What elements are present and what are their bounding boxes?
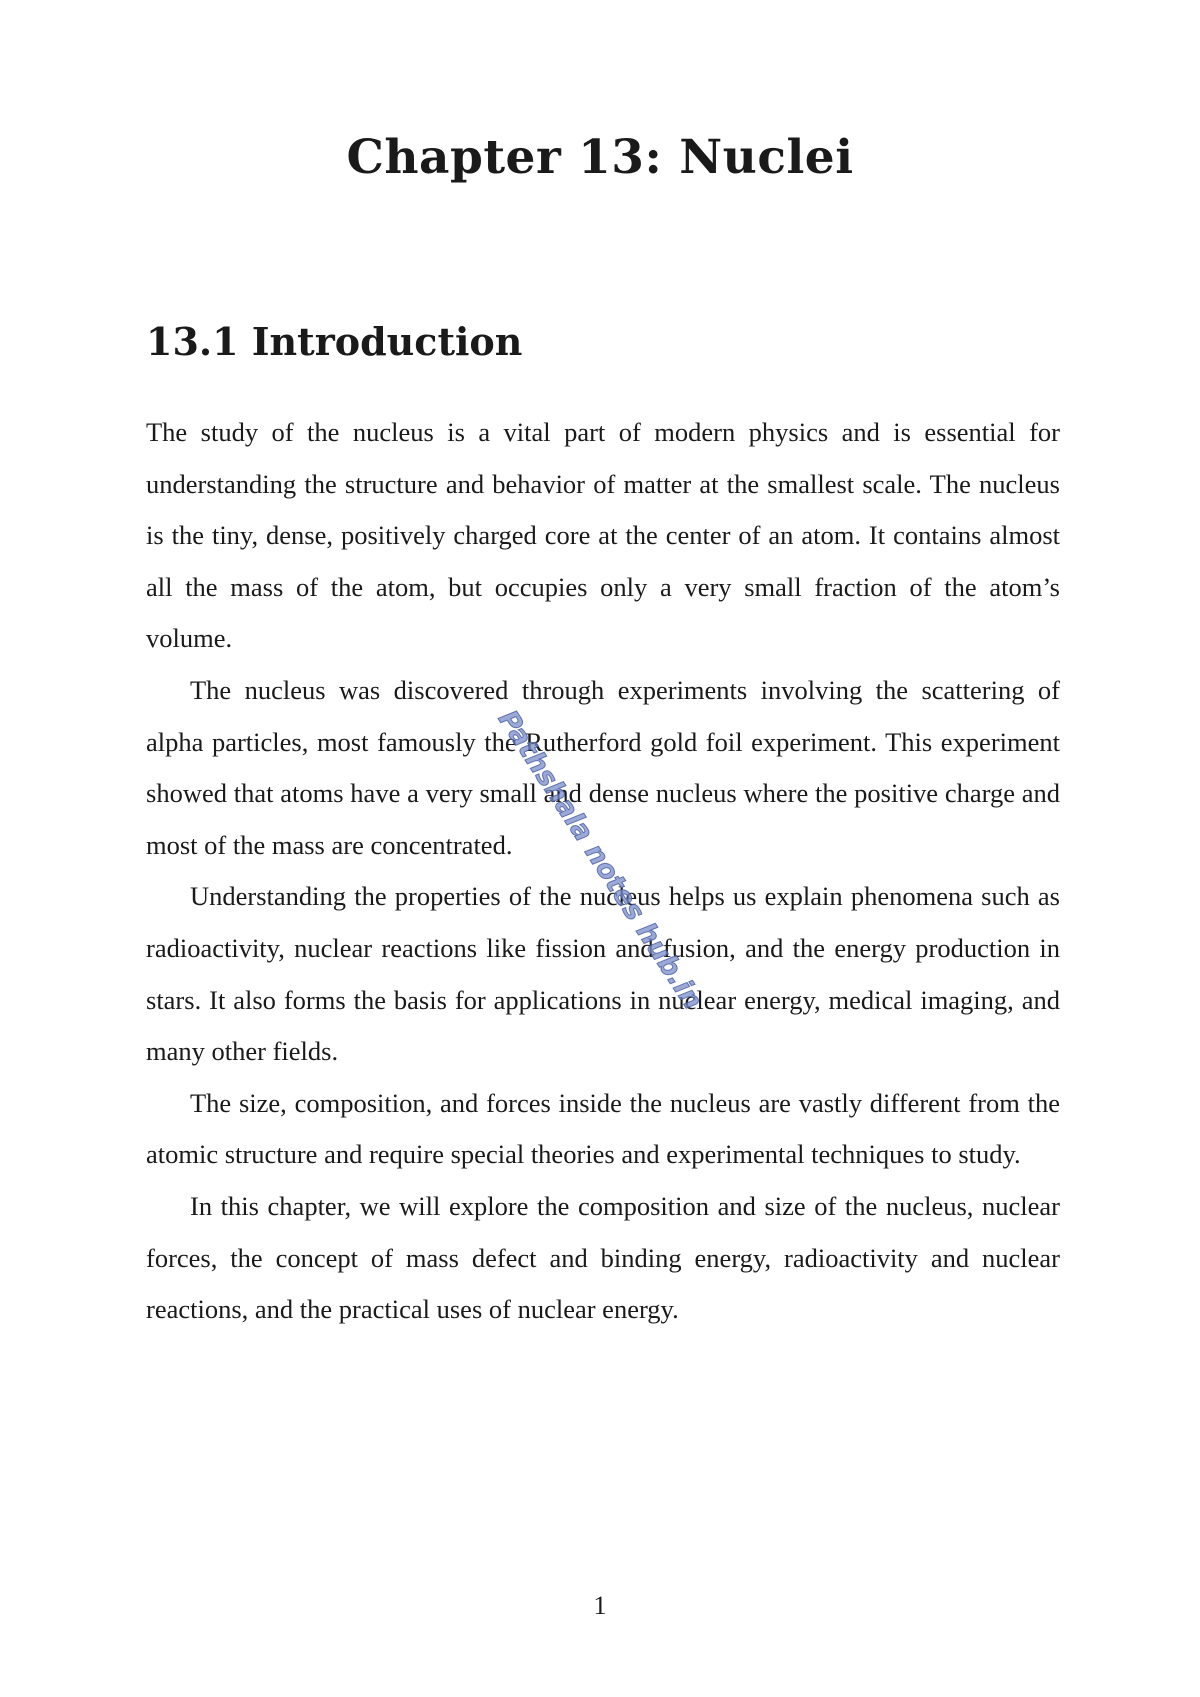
section-title: 13.1 Introduction xyxy=(146,319,523,364)
chapter-title: Chapter 13: Nuclei xyxy=(346,130,854,185)
paragraph-4: The size, composition, and forces inside the nucleus are vastly different from the atomic structure and require special theories and experimental techniques to study. xyxy=(146,1087,1060,1170)
paragraph-2: The nucleus was discovered through experiments involving the scattering of alpha particles, most famously the Rutherford gold foil experiment. This experiment showed that atoms have a very small and dense nucleus where the positive charge and most of the mass are concentrated. xyxy=(146,674,1060,860)
watermark: Pathshala notes hub.in xyxy=(491,704,709,1016)
paragraph-5: In this chapter, we will explore the composition and size of the nucleus, nuclear forces, the concept of mass defect and binding energy, radioactivity and nuclear reactions, and the practical uses of nuclear energy. xyxy=(146,1190,1060,1325)
paragraph-1: The study of the nucleus is a vital part of modern physics and is essential for understanding the structure and behavior of matter at the smallest scale. The nucleus is the tiny, dense, positively charged core at the center of an atom. It contains almost all the mass of the atom, but occupies only a very small fraction of the atom’s volume. xyxy=(146,417,1060,654)
paragraph-3: Understanding the properties of the nucleus helps us explain phenomena such as radioactivity, nuclear reactions like fission and fusion, and the energy production in stars. It also forms the basis for applications in nuclear energy, medical imaging, and many other fields. xyxy=(146,881,1060,1067)
page-number: 1 xyxy=(593,1591,607,1620)
body-text xyxy=(146,407,1060,1336)
